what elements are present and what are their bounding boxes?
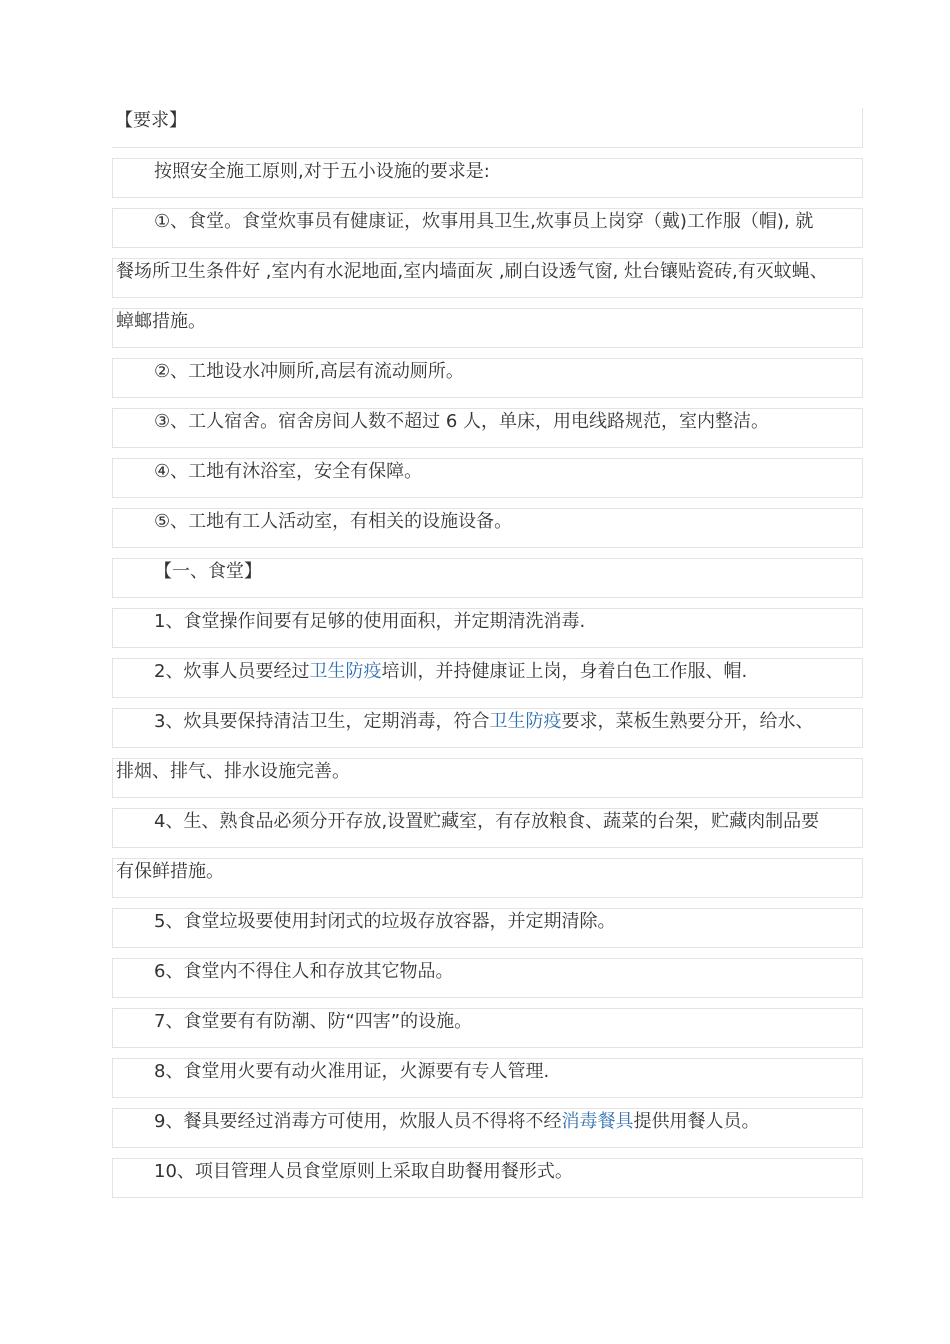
- rule3-text-post: 要求，菜板生熟要分开，给水、: [561, 711, 814, 732]
- rule5-text: 5、食堂垃圾要使用封闭式的垃圾存放容器，并定期清除。: [154, 911, 616, 932]
- rule9-line: [112, 1108, 863, 1148]
- rule4-line2: [112, 858, 863, 898]
- heading-text: 【要求】: [115, 110, 187, 131]
- item3-line: [112, 408, 863, 448]
- rule3-text-pre: 3、炊具要保持清洁卫生，定期消毒，符合: [154, 711, 490, 732]
- rule7-line: [112, 1008, 863, 1048]
- item5-text: ⑤、工地有工人活动室，有相关的设施设备。: [154, 511, 513, 532]
- rule3-line2: [112, 758, 863, 798]
- hygiene-epidemic-link[interactable]: 卫生防疫: [489, 711, 562, 732]
- rule8-text: 8、食堂用火要有动火准用证，火源要有专人管理.: [154, 1061, 550, 1082]
- item4-line: [112, 458, 863, 498]
- rule10-text: 10、项目管理人员食堂原则上采取自助餐用餐形式。: [154, 1161, 573, 1182]
- rule3-text-line2: 排烟、排气、排水设施完善。: [116, 761, 350, 782]
- item1-line2: [112, 258, 863, 298]
- rule10-line: [112, 1158, 863, 1198]
- rule9-text-post: 提供用餐人员。: [633, 1111, 760, 1132]
- heading-requirements: [112, 108, 863, 148]
- section-title: 【一、食堂】: [154, 561, 262, 582]
- hygiene-epidemic-link[interactable]: 卫生防疫: [309, 661, 382, 682]
- item1-text-line3: 蟑螂措施。: [116, 311, 206, 332]
- item1-line1: [112, 208, 863, 248]
- item1-line3: [112, 308, 863, 348]
- disinfected-tableware-link[interactable]: 消毒餐具: [561, 1111, 634, 1132]
- rule2-text-pre: 2、炊事人员要经过: [154, 661, 310, 682]
- rule4-text-line2: 有保鲜措施。: [116, 861, 224, 882]
- item2-line: [112, 358, 863, 398]
- rule1-line: [112, 608, 863, 648]
- rule2-text-post: 培训，并持健康证上岗，身着白色工作服、帽.: [381, 661, 748, 682]
- item2-text: ②、工地设水冲厕所,高层有流动厕所。: [154, 361, 464, 382]
- rule9-text-pre: 9、餐具要经过消毒方可使用，炊服人员不得将不经: [154, 1111, 562, 1132]
- item5-line: [112, 508, 863, 548]
- item1-text-line2: 餐场所卫生条件好 ,室内有水泥地面,室内墙面灰 ,刷白设透气窗, 灶台镶贴瓷砖,有灭蚊蝇、: [116, 261, 828, 282]
- section-canteen: [112, 558, 863, 598]
- rule4-text-line1: 4、生、熟食品必须分开存放,设置贮藏室，有存放粮食、蔬菜的台架，贮藏肉制品要: [154, 811, 820, 832]
- rule2-line: [112, 658, 863, 698]
- intro-line: [112, 158, 863, 198]
- item4-text: ④、工地有沐浴室，安全有保障。: [154, 461, 423, 482]
- item1-text-line1: ①、食堂。食堂炊事员有健康证，炊事用具卫生,炊事员上岗穿（戴)工作服（帽), 就: [154, 211, 814, 232]
- rule7-text: 7、食堂要有有防潮、防“四害”的设施。: [154, 1011, 473, 1032]
- rule4-line1: [112, 808, 863, 848]
- rule3-line1: [112, 708, 863, 748]
- rule6-text: 6、食堂内不得住人和存放其它物品。: [154, 961, 454, 982]
- intro-text: 按照安全施工原则,对于五小设施的要求是:: [154, 161, 490, 182]
- item3-text: ③、工人宿舍。宿舍房间人数不超过 6 人，单床，用电线路规范，室内整洁。: [154, 411, 770, 432]
- rule1-text: 1、食堂操作间要有足够的使用面积，并定期清洗消毒.: [154, 611, 586, 632]
- rule6-line: [112, 958, 863, 998]
- rule5-line: [112, 908, 863, 948]
- rule8-line: [112, 1058, 863, 1098]
